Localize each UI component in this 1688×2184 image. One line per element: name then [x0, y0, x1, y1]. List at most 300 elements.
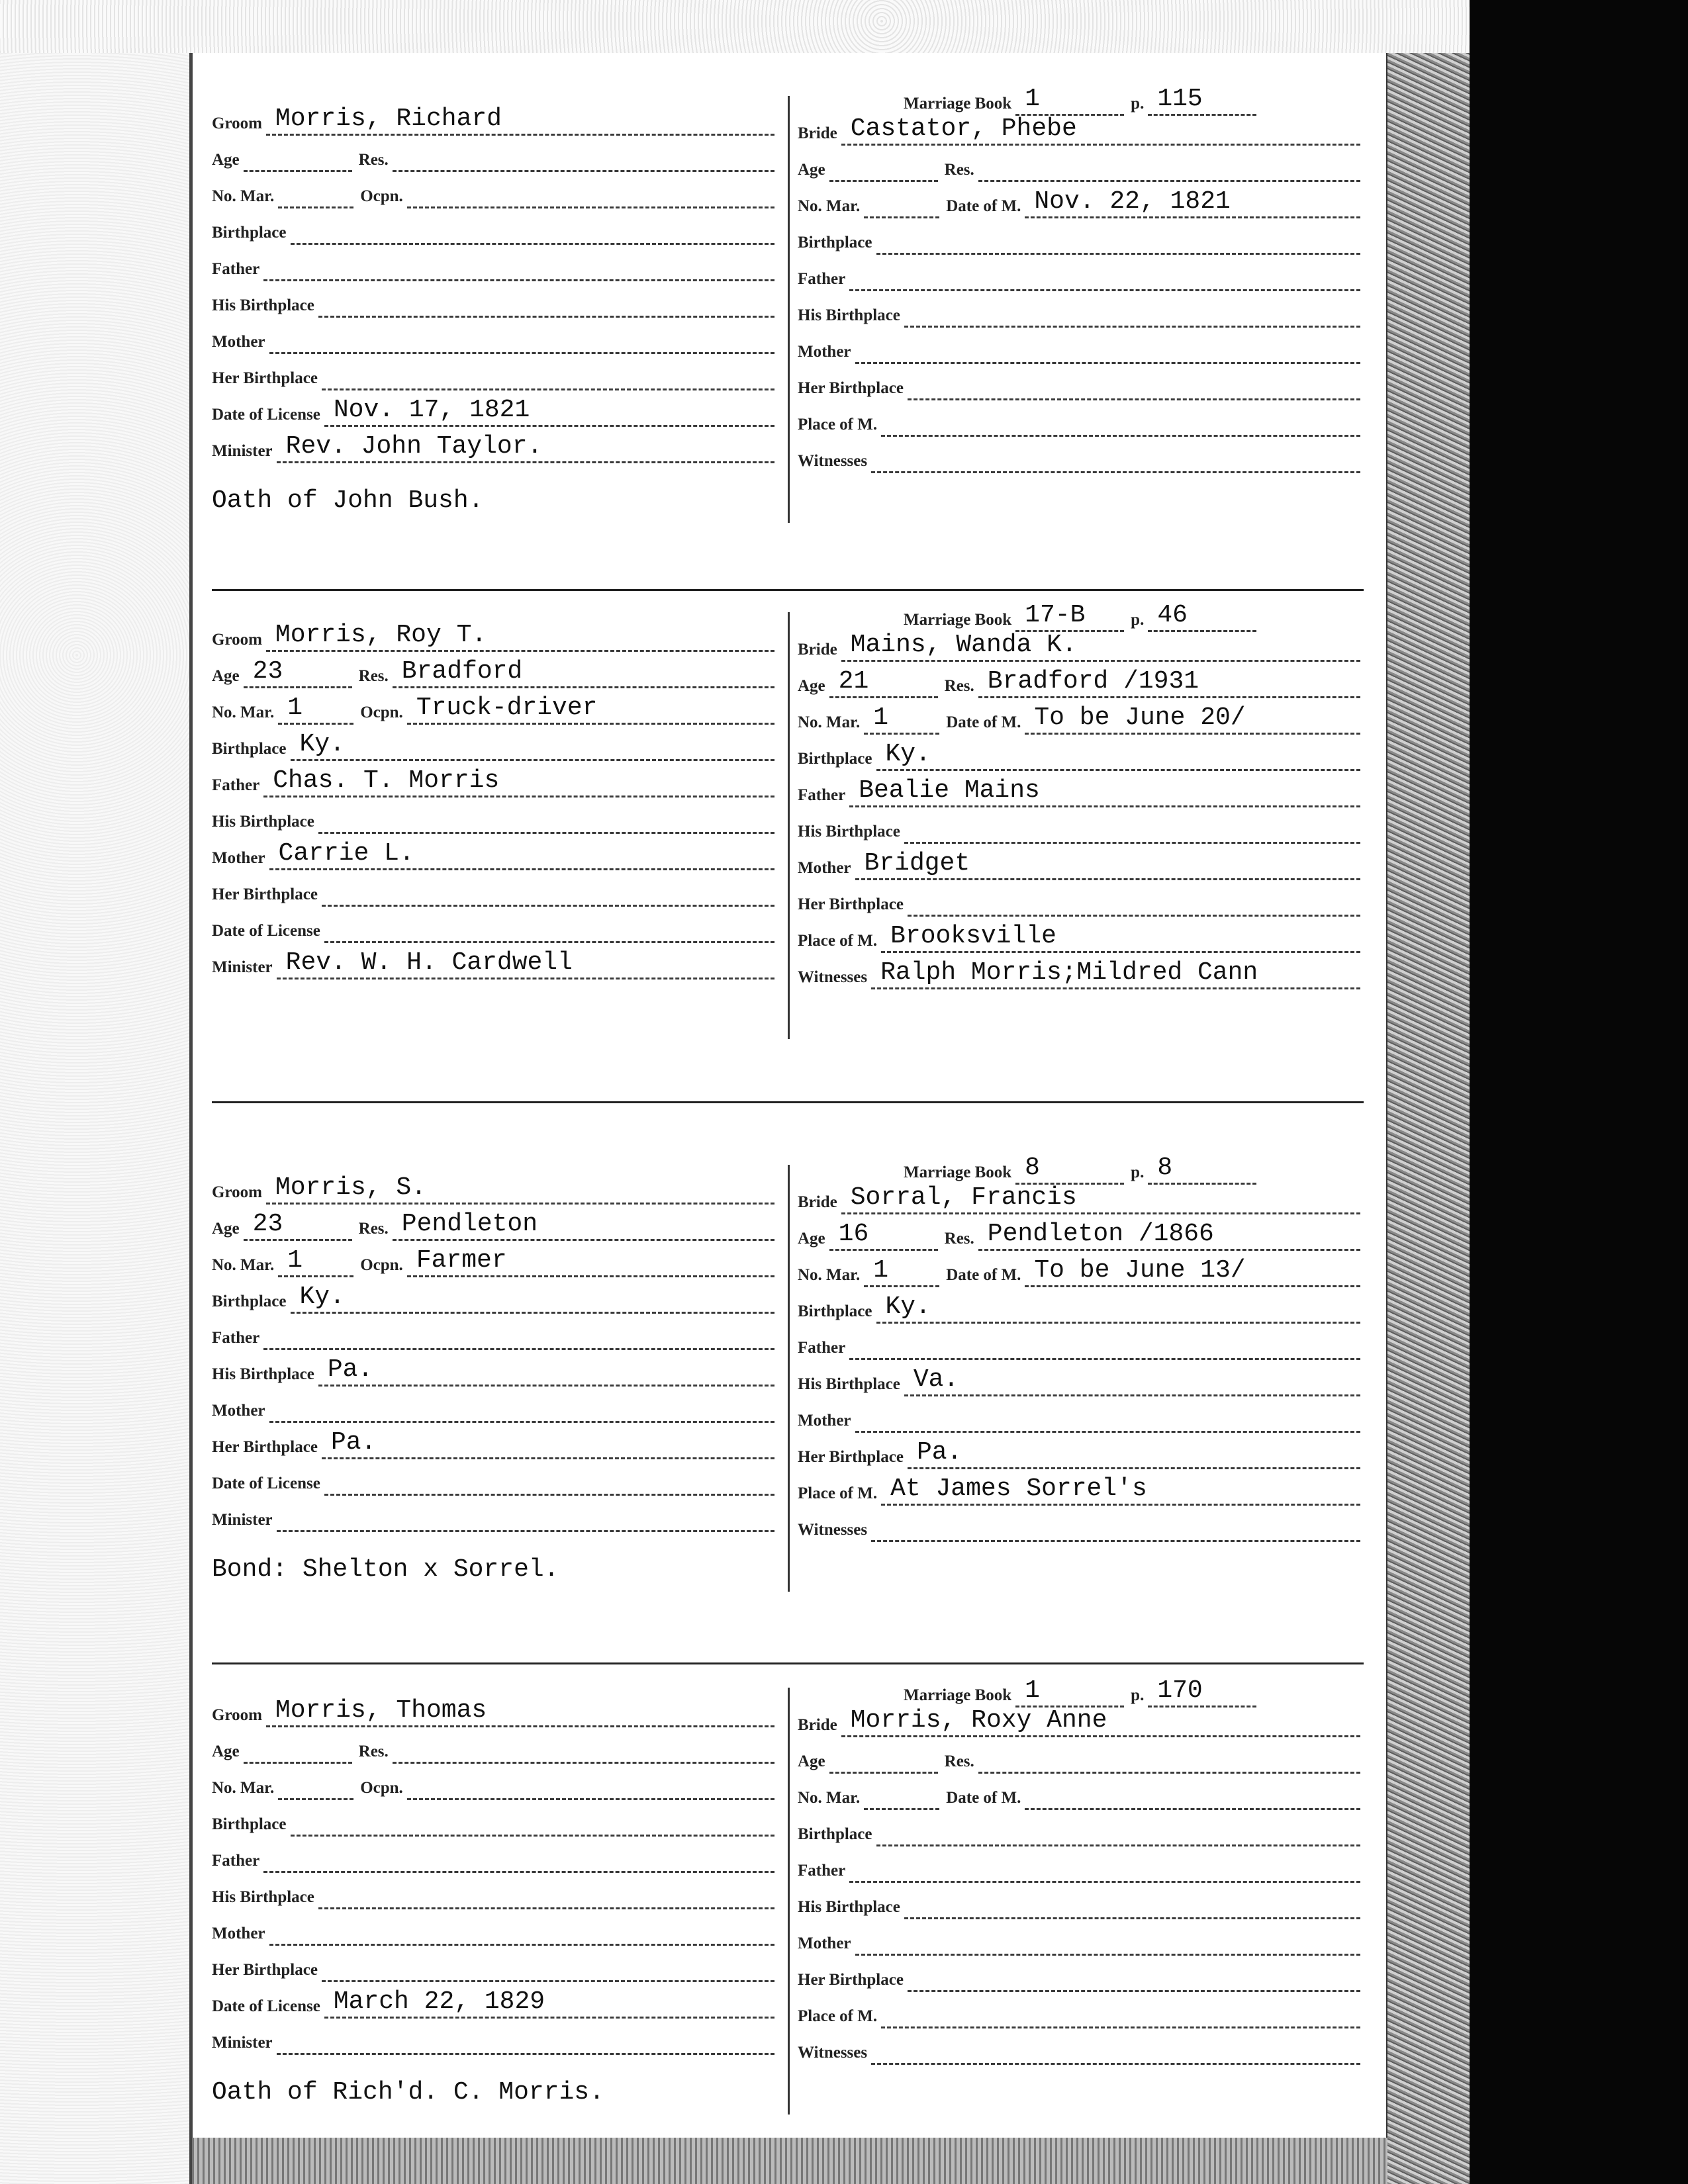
date-of-marriage-label: Date of M.	[946, 1266, 1021, 1284]
marriage-book-number: 1	[1015, 1676, 1124, 1707]
age-label: Age	[798, 161, 825, 179]
mother-label: Mother	[798, 343, 851, 361]
bride-res: Pendleton /1866	[978, 1220, 1360, 1251]
form-row	[798, 811, 1367, 844]
her-birthplace-label: Her Birthplace	[798, 1971, 904, 1989]
scan-right-margin	[1387, 53, 1470, 2184]
bride-res	[978, 180, 1360, 182]
bride-father: Bealie Mains	[849, 776, 1360, 807]
form-row	[798, 295, 1367, 328]
witnesses	[871, 1540, 1360, 1542]
his-birthplace-label: His Birthplace	[798, 1898, 900, 1916]
bride-no-mar: 1	[864, 704, 939, 735]
mother-label: Mother	[212, 1402, 265, 1420]
no-mar-label: No. Mar.	[798, 713, 861, 731]
witnesses: Ralph Morris;Mildred Cann	[871, 958, 1360, 989]
groom-name: Morris, Thomas	[266, 1696, 774, 1727]
groom-no-mar: 1	[278, 694, 353, 725]
form-row	[798, 1509, 1367, 1542]
date-of-license-label: Date of License	[212, 1475, 320, 1492]
groom-res	[393, 170, 774, 172]
date-of-marriage: Nov. 22, 1821	[1025, 187, 1360, 218]
form-row	[798, 1254, 1367, 1287]
groom-mother-birthplace	[322, 388, 774, 390]
date-of-license: Nov. 17, 1821	[324, 396, 774, 427]
ocpn-label: Ocpn.	[360, 1779, 403, 1797]
her-birthplace-label: Her Birthplace	[798, 895, 904, 913]
form-row	[798, 702, 1367, 735]
marriage-book-page: 46	[1148, 601, 1256, 632]
form-row	[798, 1473, 1367, 1506]
bride-name: Castator, Phebe	[841, 114, 1360, 146]
form-row	[212, 1985, 781, 2019]
marriage-book-row	[904, 1152, 1340, 1185]
groom-occupation: Farmer	[407, 1246, 774, 1277]
page-label: p.	[1131, 611, 1145, 629]
minister: Rev. W. H. Cardwell	[277, 948, 774, 979]
groom-birthplace: Ky.	[291, 1283, 775, 1314]
page-label: p.	[1131, 1163, 1145, 1181]
groom-birthplace	[291, 1835, 775, 1837]
marriage-book-row	[904, 599, 1340, 632]
bride-mother-birthplace: Pa.	[908, 1438, 1360, 1469]
form-row	[212, 1731, 781, 1764]
witnesses	[871, 471, 1360, 473]
form-row	[212, 1390, 781, 1423]
age-label: Age	[212, 1743, 240, 1760]
form-row	[212, 1281, 781, 1314]
form-row	[798, 1400, 1367, 1433]
form-row	[212, 1317, 781, 1350]
page-label: p.	[1131, 1686, 1145, 1704]
scan-bottom-strip	[192, 2138, 1387, 2184]
groom-occupation	[407, 1798, 774, 1800]
form-row	[798, 1886, 1367, 1919]
his-birthplace-label: His Birthplace	[212, 813, 314, 831]
groom-label: Groom	[212, 1706, 262, 1724]
minister	[277, 2053, 774, 2055]
form-row	[212, 692, 781, 725]
marriage-book-page: 170	[1148, 1676, 1256, 1707]
form-row	[212, 1767, 781, 1800]
date-of-license-label: Date of License	[212, 922, 320, 940]
form-row	[798, 1923, 1367, 1956]
groom-father-birthplace	[318, 832, 774, 834]
groom-name: Morris, Roy T.	[266, 621, 774, 652]
date-of-license-label: Date of License	[212, 1997, 320, 2015]
place-of-marriage-label: Place of M.	[798, 2007, 878, 2025]
marriage-book-page: 8	[1148, 1154, 1256, 1185]
minister-label: Minister	[212, 1511, 273, 1529]
form-row	[798, 258, 1367, 291]
form-row	[212, 357, 781, 390]
mother-label: Mother	[798, 859, 851, 877]
witnesses-label: Witnesses	[798, 452, 868, 470]
father-label: Father	[798, 786, 846, 804]
form-row	[798, 113, 1367, 146]
form-row	[212, 874, 781, 907]
column-divider	[788, 612, 790, 1039]
form-row	[798, 1291, 1367, 1324]
marriage-book-number: 17-B	[1015, 601, 1124, 632]
groom-mother: Carrie L.	[269, 839, 774, 870]
form-row	[212, 139, 781, 172]
ocpn-label: Ocpn.	[360, 1256, 403, 1274]
marriage-book-label: Marriage Book	[904, 1686, 1012, 1704]
bride-age: 21	[829, 667, 938, 698]
form-row	[212, 619, 781, 652]
column-divider	[788, 96, 790, 523]
birthplace-label: Birthplace	[212, 224, 287, 242]
date-of-marriage: To be June 13/	[1025, 1256, 1360, 1287]
form-row	[212, 430, 781, 463]
res-label: Res.	[944, 1752, 974, 1770]
bride-mother	[855, 1431, 1360, 1433]
form-row	[212, 1426, 781, 1459]
groom-label: Groom	[212, 114, 262, 132]
his-birthplace-label: His Birthplace	[798, 1375, 900, 1393]
her-birthplace-label: Her Birthplace	[212, 1438, 318, 1456]
father-label: Father	[212, 260, 260, 278]
form-row	[212, 248, 781, 281]
res-label: Res.	[944, 1230, 974, 1248]
form-row	[798, 149, 1367, 182]
witnesses-label: Witnesses	[798, 2044, 868, 2062]
groom-birthplace	[291, 243, 775, 245]
bride-father-birthplace	[904, 842, 1360, 844]
age-label: Age	[212, 667, 240, 685]
column-divider	[788, 1688, 790, 2115]
res-label: Res.	[944, 161, 974, 179]
date-of-marriage: To be June 20/	[1025, 704, 1360, 735]
bride-age: 16	[829, 1220, 938, 1251]
bride-name: Mains, Wanda K.	[841, 631, 1360, 662]
her-birthplace-label: Her Birthplace	[212, 1961, 318, 1979]
res-label: Res.	[944, 677, 974, 695]
bride-father	[849, 1358, 1360, 1360]
marriage-book-number: 1	[1015, 85, 1124, 116]
form-row	[212, 1949, 781, 1982]
form-row	[798, 920, 1367, 953]
place-of-marriage	[881, 2026, 1360, 2028]
date-of-license	[324, 1494, 774, 1496]
form-row	[212, 728, 781, 761]
form-row	[798, 1218, 1367, 1251]
groom-father-birthplace	[318, 1907, 774, 1909]
bride-father	[849, 1881, 1360, 1883]
groom-father	[263, 1871, 774, 1873]
her-birthplace-label: Her Birthplace	[798, 1448, 904, 1466]
bride-label: Bride	[798, 124, 837, 142]
bride-label: Bride	[798, 641, 837, 659]
date-of-license	[324, 941, 774, 943]
groom-father	[263, 279, 774, 281]
ocpn-label: Ocpn.	[360, 704, 403, 721]
scan-black-border	[1470, 0, 1688, 2184]
mother-label: Mother	[212, 1925, 265, 1942]
record-separator	[212, 1662, 1364, 1664]
form-row	[798, 367, 1367, 400]
groom-no-mar	[278, 206, 353, 208]
groom-mother-birthplace: Pa.	[322, 1428, 774, 1459]
form-row	[212, 1244, 781, 1277]
form-row	[798, 222, 1367, 255]
form-row	[212, 1463, 781, 1496]
bride-res	[978, 1772, 1360, 1774]
form-row	[798, 774, 1367, 807]
bride-age	[829, 1772, 938, 1774]
groom-mother	[269, 352, 774, 354]
no-mar-label: No. Mar.	[212, 187, 275, 205]
birthplace-label: Birthplace	[798, 234, 872, 251]
groom-name: Morris, S.	[266, 1173, 774, 1205]
form-row	[212, 1353, 781, 1387]
marriage-book-number: 8	[1015, 1154, 1124, 1185]
no-mar-label: No. Mar.	[212, 1256, 275, 1274]
his-birthplace-label: His Birthplace	[798, 823, 900, 841]
form-row	[212, 1499, 781, 1532]
form-row	[798, 1959, 1367, 1992]
res-label: Res.	[358, 667, 389, 685]
place-of-marriage-label: Place of M.	[798, 416, 878, 433]
form-row	[212, 1694, 781, 1727]
bride-birthplace: Ky.	[876, 740, 1361, 771]
bride-father-birthplace	[904, 1917, 1360, 1919]
form-row	[212, 910, 781, 943]
his-birthplace-label: His Birthplace	[212, 1365, 314, 1383]
minister	[277, 1530, 774, 1532]
groom-age	[244, 1762, 352, 1764]
place-of-marriage	[881, 435, 1360, 437]
form-row	[798, 440, 1367, 473]
form-row	[212, 175, 781, 208]
form-row	[798, 665, 1367, 698]
date-of-marriage-label: Date of M.	[946, 713, 1021, 731]
groom-birthplace: Ky.	[291, 730, 775, 761]
mother-label: Mother	[212, 333, 265, 351]
date-of-license-label: Date of License	[212, 406, 320, 424]
father-label: Father	[212, 1852, 260, 1870]
birthplace-label: Birthplace	[798, 1302, 872, 1320]
record-note: Bond: Shelton x Sorrel.	[212, 1555, 559, 1584]
place-of-marriage-label: Place of M.	[798, 932, 878, 950]
res-label: Res.	[358, 1743, 389, 1760]
bride-age	[829, 180, 938, 182]
minister-label: Minister	[212, 2034, 273, 2052]
bride-no-mar	[864, 1808, 939, 1810]
bride-no-mar: 1	[864, 1256, 939, 1287]
res-label: Res.	[358, 151, 389, 169]
mother-label: Mother	[798, 1934, 851, 1952]
record-separator	[212, 1101, 1364, 1103]
page-label: p.	[1131, 95, 1145, 113]
groom-res: Pendleton	[393, 1210, 774, 1241]
groom-res: Bradford	[393, 657, 774, 688]
form-row	[212, 801, 781, 834]
bride-name: Sorral, Francis	[841, 1183, 1360, 1214]
form-row	[798, 2032, 1367, 2065]
marriage-book-label: Marriage Book	[904, 95, 1012, 113]
witnesses-label: Witnesses	[798, 968, 868, 986]
groom-res	[393, 1762, 774, 1764]
birthplace-label: Birthplace	[212, 1293, 287, 1310]
birthplace-label: Birthplace	[212, 1815, 287, 1833]
minister-label: Minister	[212, 958, 273, 976]
form-row	[798, 1436, 1367, 1469]
form-row	[798, 1704, 1367, 1737]
groom-no-mar	[278, 1798, 353, 1800]
no-mar-label: No. Mar.	[798, 1266, 861, 1284]
form-row	[798, 629, 1367, 662]
her-birthplace-label: Her Birthplace	[212, 886, 318, 903]
date-of-marriage-label: Date of M.	[946, 1789, 1021, 1807]
form-row	[212, 321, 781, 354]
groom-label: Groom	[212, 631, 262, 649]
form-row	[798, 884, 1367, 917]
form-row	[798, 331, 1367, 364]
groom-age: 23	[244, 657, 352, 688]
column-divider	[788, 1165, 790, 1592]
form-row	[798, 404, 1367, 437]
scan-left-margin	[0, 0, 192, 2184]
bride-father	[849, 289, 1360, 291]
bride-mother	[855, 1954, 1360, 1956]
form-row	[798, 956, 1367, 989]
father-label: Father	[798, 1862, 846, 1880]
record-separator	[212, 589, 1364, 591]
no-mar-label: No. Mar.	[212, 1779, 275, 1797]
form-row	[798, 847, 1367, 880]
form-row	[212, 1876, 781, 1909]
groom-occupation	[407, 206, 774, 208]
res-label: Res.	[358, 1220, 389, 1238]
form-row	[212, 1840, 781, 1873]
minister-label: Minister	[212, 442, 273, 460]
place-of-marriage: Brooksville	[881, 922, 1360, 953]
scan-top-strip	[0, 0, 1470, 53]
no-mar-label: No. Mar.	[798, 197, 861, 215]
her-birthplace-label: Her Birthplace	[212, 369, 318, 387]
form-row	[212, 1913, 781, 1946]
her-birthplace-label: Her Birthplace	[798, 379, 904, 397]
groom-occupation: Truck-driver	[407, 694, 774, 725]
birthplace-label: Birthplace	[798, 750, 872, 768]
form-row	[212, 394, 781, 427]
groom-mother	[269, 1421, 774, 1423]
bride-mother: Bridget	[855, 849, 1360, 880]
form-row	[212, 1803, 781, 1837]
age-label: Age	[212, 151, 240, 169]
groom-name: Morris, Richard	[266, 105, 774, 136]
his-birthplace-label: His Birthplace	[798, 306, 900, 324]
his-birthplace-label: His Birthplace	[212, 296, 314, 314]
form-row	[798, 1850, 1367, 1883]
groom-age: 23	[244, 1210, 352, 1241]
card-left-edge	[189, 53, 193, 2184]
record-note: Oath of Rich'd. C. Morris.	[212, 2078, 604, 2107]
groom-father-birthplace: Pa.	[318, 1355, 774, 1387]
bride-no-mar	[864, 216, 939, 218]
bride-birthplace	[876, 253, 1361, 255]
form-row	[212, 212, 781, 245]
groom-age	[244, 170, 352, 172]
form-row	[212, 103, 781, 136]
groom-mother	[269, 1944, 774, 1946]
age-label: Age	[798, 1752, 825, 1770]
form-row	[212, 285, 781, 318]
bride-birthplace: Ky.	[876, 1293, 1361, 1324]
ocpn-label: Ocpn.	[360, 187, 403, 205]
father-label: Father	[798, 270, 846, 288]
groom-mother-birthplace	[322, 1980, 774, 1982]
form-row	[212, 1171, 781, 1205]
bride-father-birthplace: Va.	[904, 1365, 1360, 1396]
marriage-book-label: Marriage Book	[904, 1163, 1012, 1181]
form-row	[212, 655, 781, 688]
bride-mother	[855, 362, 1360, 364]
date-of-marriage	[1025, 1808, 1360, 1810]
birthplace-label: Birthplace	[212, 740, 287, 758]
bride-label: Bride	[798, 1716, 837, 1734]
marriage-book-page: 115	[1148, 85, 1256, 116]
bride-birthplace	[876, 1844, 1361, 1846]
form-row	[212, 946, 781, 979]
form-row	[798, 1181, 1367, 1214]
minister: Rev. John Taylor.	[277, 432, 774, 463]
bride-label: Bride	[798, 1193, 837, 1211]
form-row	[212, 837, 781, 870]
place-of-marriage-label: Place of M.	[798, 1484, 878, 1502]
no-mar-label: No. Mar.	[212, 704, 275, 721]
groom-father	[263, 1348, 774, 1350]
witnesses-label: Witnesses	[798, 1521, 868, 1539]
form-row	[798, 1363, 1367, 1396]
groom-father-birthplace	[318, 316, 774, 318]
bride-father-birthplace	[904, 326, 1360, 328]
father-label: Father	[212, 1329, 260, 1347]
form-row	[798, 1327, 1367, 1360]
mother-label: Mother	[798, 1412, 851, 1430]
form-row	[798, 185, 1367, 218]
no-mar-label: No. Mar.	[798, 1789, 861, 1807]
age-label: Age	[212, 1220, 240, 1238]
bride-mother-birthplace	[908, 1990, 1360, 1992]
age-label: Age	[798, 677, 825, 695]
date-of-marriage-label: Date of M.	[946, 197, 1021, 215]
mother-label: Mother	[212, 849, 265, 867]
groom-no-mar: 1	[278, 1246, 353, 1277]
witnesses	[871, 2063, 1360, 2065]
father-label: Father	[212, 776, 260, 794]
age-label: Age	[798, 1230, 825, 1248]
place-of-marriage: At James Sorrel's	[881, 1475, 1360, 1506]
form-row	[798, 1995, 1367, 2028]
form-row	[798, 1813, 1367, 1846]
form-row	[212, 1208, 781, 1241]
birthplace-label: Birthplace	[798, 1825, 872, 1843]
form-row	[798, 738, 1367, 771]
groom-father: Chas. T. Morris	[263, 766, 774, 797]
marriage-book-row	[904, 83, 1340, 116]
bride-name: Morris, Roxy Anne	[841, 1706, 1360, 1737]
form-row	[212, 2022, 781, 2055]
record-note: Oath of John Bush.	[212, 486, 484, 515]
bride-mother-birthplace	[908, 915, 1360, 917]
form-row	[798, 1777, 1367, 1810]
bride-mother-birthplace	[908, 398, 1360, 400]
father-label: Father	[798, 1339, 846, 1357]
date-of-license: March 22, 1829	[324, 1987, 774, 2019]
